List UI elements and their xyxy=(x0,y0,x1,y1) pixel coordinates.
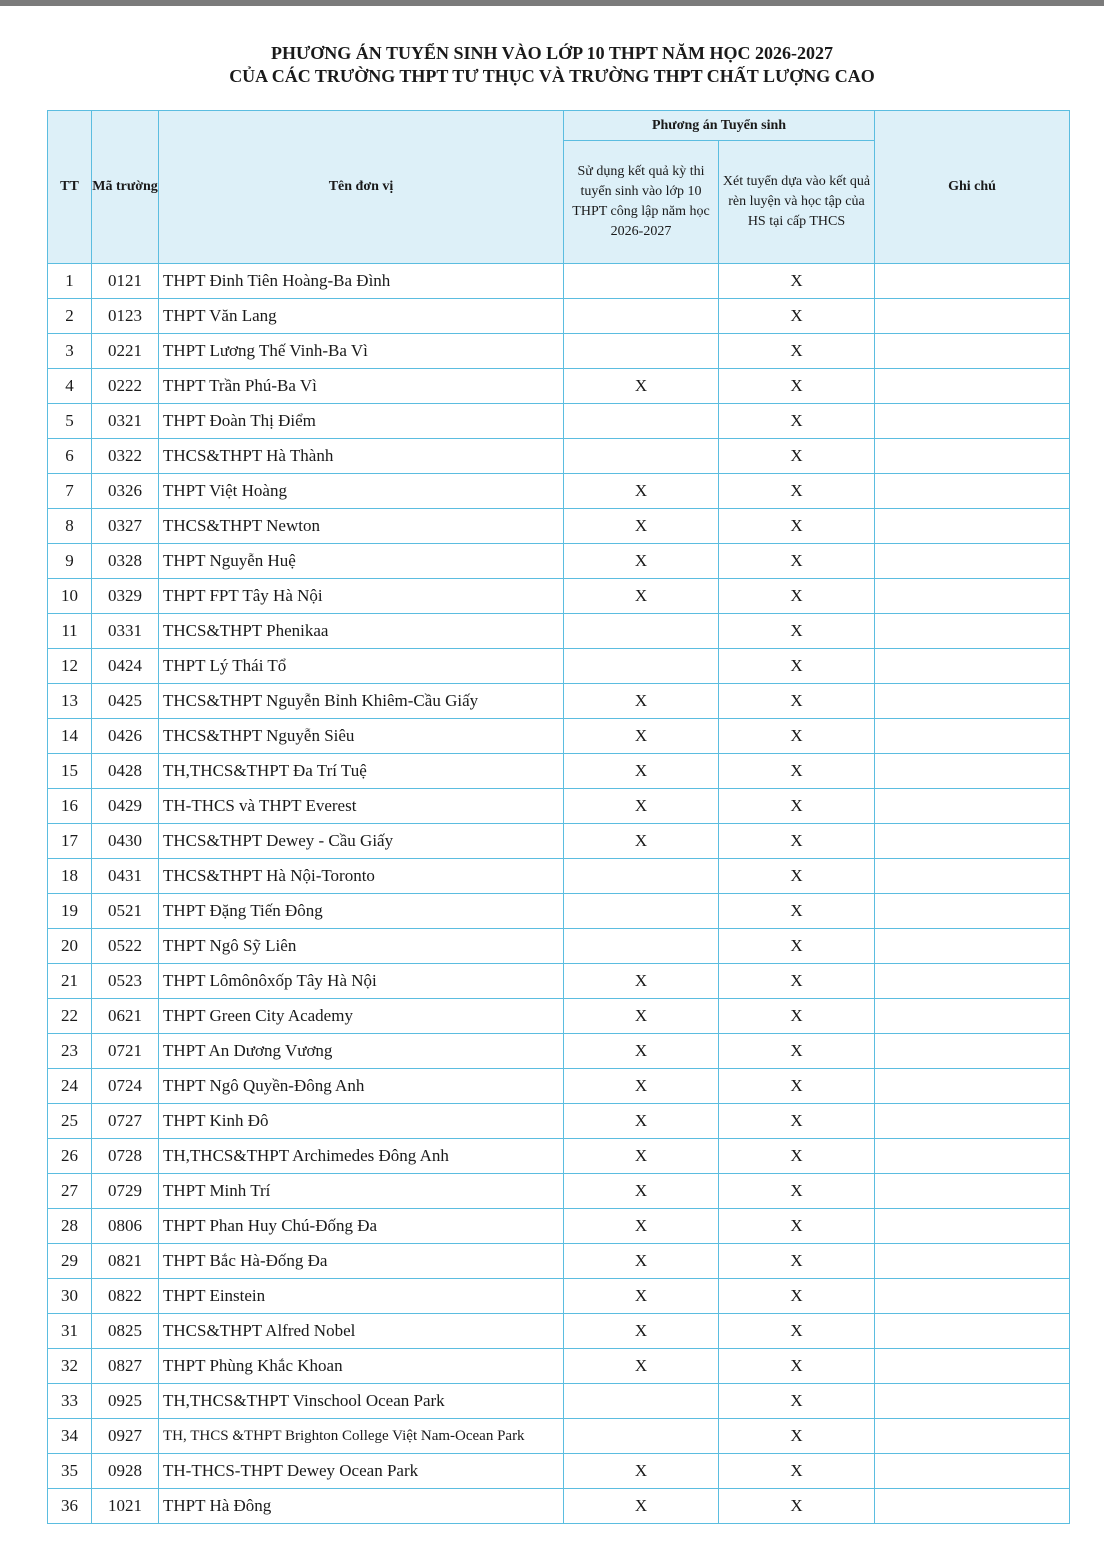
cell-option-exam: X xyxy=(564,1209,719,1244)
cell-tt: 26 xyxy=(48,1139,92,1174)
cell-option-exam: X xyxy=(564,509,719,544)
cell-ten-don-vi: THPT Đinh Tiên Hoàng-Ba Đình xyxy=(159,264,564,299)
cell-option-exam: X xyxy=(564,579,719,614)
cell-ma-truong: 0123 xyxy=(92,299,159,334)
cell-ghi-chu xyxy=(875,439,1070,474)
cell-tt: 8 xyxy=(48,509,92,544)
table-row xyxy=(48,1384,1070,1419)
cell-option-exam xyxy=(564,439,719,474)
cell-ma-truong: 0321 xyxy=(92,404,159,439)
cell-ghi-chu xyxy=(875,1349,1070,1384)
cell-tt: 24 xyxy=(48,1069,92,1104)
cell-ghi-chu xyxy=(875,369,1070,404)
cell-option-review: X xyxy=(719,754,875,789)
table-row xyxy=(48,684,1070,719)
cell-ten-don-vi: THPT Đoàn Thị Điểm xyxy=(159,404,564,439)
cell-option-review: X xyxy=(719,1314,875,1349)
cell-ghi-chu xyxy=(875,649,1070,684)
cell-option-review: X xyxy=(719,264,875,299)
table-row xyxy=(48,964,1070,999)
cell-ten-don-vi: THCS&THPT Nguyễn Siêu xyxy=(159,719,564,754)
cell-ten-don-vi: THPT Einstein xyxy=(159,1279,564,1314)
cell-ghi-chu xyxy=(875,789,1070,824)
cell-option-review: X xyxy=(719,999,875,1034)
cell-tt: 32 xyxy=(48,1349,92,1384)
cell-option-review: X xyxy=(719,404,875,439)
cell-option-review: X xyxy=(719,789,875,824)
cell-option-exam: X xyxy=(564,1244,719,1279)
cell-tt: 30 xyxy=(48,1279,92,1314)
cell-ma-truong: 0821 xyxy=(92,1244,159,1279)
cell-ghi-chu xyxy=(875,754,1070,789)
cell-ma-truong: 0806 xyxy=(92,1209,159,1244)
cell-tt: 22 xyxy=(48,999,92,1034)
cell-tt: 23 xyxy=(48,1034,92,1069)
cell-option-exam xyxy=(564,859,719,894)
cell-ma-truong: 0331 xyxy=(92,614,159,649)
cell-ma-truong: 0426 xyxy=(92,719,159,754)
admission-table xyxy=(47,110,1070,1524)
table-row xyxy=(48,1419,1070,1454)
cell-option-review: X xyxy=(719,1209,875,1244)
header-ghi-chu: Ghi chú xyxy=(875,111,1070,264)
title-line-2: CỦA CÁC TRƯỜNG THPT TƯ THỤC VÀ TRƯỜNG THPT CHẤT LƯỢNG CAO xyxy=(229,66,875,86)
cell-ma-truong: 0429 xyxy=(92,789,159,824)
cell-ma-truong: 0928 xyxy=(92,1454,159,1489)
top-border-bar xyxy=(0,0,1104,6)
cell-option-exam: X xyxy=(564,369,719,404)
cell-tt: 34 xyxy=(48,1419,92,1454)
cell-tt: 1 xyxy=(48,264,92,299)
cell-ma-truong: 0121 xyxy=(92,264,159,299)
cell-ma-truong: 0822 xyxy=(92,1279,159,1314)
header-option-exam: Sử dụng kết quả kỳ thi tuyển sinh vào lớp 10 THPT công lập năm học 2026-2027 xyxy=(564,141,719,264)
cell-option-review: X xyxy=(719,334,875,369)
cell-ghi-chu xyxy=(875,1209,1070,1244)
cell-ghi-chu xyxy=(875,859,1070,894)
cell-option-review: X xyxy=(719,1419,875,1454)
cell-ghi-chu xyxy=(875,579,1070,614)
cell-option-review: X xyxy=(719,1279,875,1314)
table-row xyxy=(48,719,1070,754)
title-line-1: PHƯƠNG ÁN TUYỂN SINH VÀO LỚP 10 THPT NĂM HỌC 2026-2027 xyxy=(270,43,834,63)
table-row xyxy=(48,754,1070,789)
cell-ghi-chu xyxy=(875,1384,1070,1419)
header-option-review: Xét tuyển dựa vào kết quả rèn luyện và học tập của HS tại cấp THCS xyxy=(719,141,875,264)
table-row xyxy=(48,1314,1070,1349)
cell-ghi-chu xyxy=(875,999,1070,1034)
cell-option-exam: X xyxy=(564,1314,719,1349)
table-row xyxy=(48,509,1070,544)
cell-ten-don-vi: THPT Trần Phú-Ba Vì xyxy=(159,369,564,404)
cell-option-exam xyxy=(564,929,719,964)
cell-option-review: X xyxy=(719,439,875,474)
cell-tt: 3 xyxy=(48,334,92,369)
cell-ten-don-vi: THCS&THPT Hà Thành xyxy=(159,439,564,474)
cell-tt: 28 xyxy=(48,1209,92,1244)
table-row xyxy=(48,1174,1070,1209)
cell-ma-truong: 0322 xyxy=(92,439,159,474)
cell-ten-don-vi: TH-THCS và THPT Everest xyxy=(159,789,564,824)
cell-ghi-chu xyxy=(875,824,1070,859)
cell-option-exam xyxy=(564,614,719,649)
cell-tt: 5 xyxy=(48,404,92,439)
cell-option-review: X xyxy=(719,894,875,929)
cell-tt: 6 xyxy=(48,439,92,474)
cell-option-exam: X xyxy=(564,544,719,579)
cell-tt: 7 xyxy=(48,474,92,509)
cell-ghi-chu xyxy=(875,264,1070,299)
cell-tt: 33 xyxy=(48,1384,92,1419)
cell-ma-truong: 0521 xyxy=(92,894,159,929)
cell-ghi-chu xyxy=(875,614,1070,649)
cell-ghi-chu xyxy=(875,1279,1070,1314)
cell-option-exam: X xyxy=(564,474,719,509)
cell-ma-truong: 0329 xyxy=(92,579,159,614)
cell-ma-truong: 0727 xyxy=(92,1104,159,1139)
cell-option-exam: X xyxy=(564,1454,719,1489)
table-row xyxy=(48,1454,1070,1489)
table-row xyxy=(48,334,1070,369)
cell-tt: 20 xyxy=(48,929,92,964)
cell-ma-truong: 0825 xyxy=(92,1314,159,1349)
cell-option-exam: X xyxy=(564,1069,719,1104)
cell-option-review: X xyxy=(719,1069,875,1104)
cell-option-exam: X xyxy=(564,1104,719,1139)
cell-ma-truong: 0729 xyxy=(92,1174,159,1209)
cell-option-review: X xyxy=(719,649,875,684)
table-row xyxy=(48,999,1070,1034)
table-row xyxy=(48,1279,1070,1314)
cell-ten-don-vi: THPT FPT Tây Hà Nội xyxy=(159,579,564,614)
cell-option-review: X xyxy=(719,1244,875,1279)
cell-tt: 4 xyxy=(48,369,92,404)
cell-tt: 25 xyxy=(48,1104,92,1139)
cell-option-exam: X xyxy=(564,789,719,824)
cell-tt: 2 xyxy=(48,299,92,334)
cell-option-exam xyxy=(564,1384,719,1419)
cell-option-review: X xyxy=(719,579,875,614)
cell-option-exam: X xyxy=(564,684,719,719)
cell-option-exam: X xyxy=(564,754,719,789)
cell-ten-don-vi: TH,THCS&THPT Archimedes Đông Anh xyxy=(159,1139,564,1174)
cell-ma-truong: 0927 xyxy=(92,1419,159,1454)
table-row xyxy=(48,1069,1070,1104)
cell-option-exam: X xyxy=(564,1489,719,1524)
cell-tt: 31 xyxy=(48,1314,92,1349)
cell-ma-truong: 0721 xyxy=(92,1034,159,1069)
cell-option-exam xyxy=(564,1419,719,1454)
cell-ten-don-vi: THPT Ngô Sỹ Liên xyxy=(159,929,564,964)
cell-ten-don-vi: THCS&THPT Phenikaa xyxy=(159,614,564,649)
cell-ghi-chu xyxy=(875,684,1070,719)
cell-ghi-chu xyxy=(875,1489,1070,1524)
cell-tt: 27 xyxy=(48,1174,92,1209)
table-row xyxy=(48,859,1070,894)
cell-option-exam: X xyxy=(564,824,719,859)
cell-option-review: X xyxy=(719,1139,875,1174)
table-row xyxy=(48,1489,1070,1524)
cell-ghi-chu xyxy=(875,404,1070,439)
cell-ghi-chu xyxy=(875,964,1070,999)
cell-ma-truong: 0523 xyxy=(92,964,159,999)
cell-option-review: X xyxy=(719,509,875,544)
cell-ten-don-vi: THPT Hà Đông xyxy=(159,1489,564,1524)
cell-ten-don-vi: THPT Lý Thái Tổ xyxy=(159,649,564,684)
cell-ten-don-vi: THPT Phan Huy Chú-Đống Đa xyxy=(159,1209,564,1244)
table-body xyxy=(48,264,1070,1524)
cell-ten-don-vi: THCS&THPT Hà Nội-Toronto xyxy=(159,859,564,894)
cell-ten-don-vi: THCS&THPT Nguyễn Bỉnh Khiêm-Cầu Giấy xyxy=(159,684,564,719)
cell-tt: 12 xyxy=(48,649,92,684)
cell-ma-truong: 0326 xyxy=(92,474,159,509)
cell-option-exam xyxy=(564,299,719,334)
cell-ten-don-vi: THPT Đặng Tiến Đông xyxy=(159,894,564,929)
cell-ten-don-vi: TH, THCS &THPT Brighton College Việt Nam-Ocean Park xyxy=(159,1419,564,1454)
cell-option-review: X xyxy=(719,824,875,859)
cell-tt: 36 xyxy=(48,1489,92,1524)
table-row xyxy=(48,929,1070,964)
header-ten-don-vi: Tên đơn vị xyxy=(159,111,564,264)
cell-option-exam xyxy=(564,334,719,369)
cell-ten-don-vi: THPT Bắc Hà-Đống Đa xyxy=(159,1244,564,1279)
cell-ghi-chu xyxy=(875,719,1070,754)
cell-option-review: X xyxy=(719,1104,875,1139)
cell-option-review: X xyxy=(719,544,875,579)
table-header xyxy=(48,111,1070,264)
cell-ghi-chu xyxy=(875,894,1070,929)
cell-option-exam xyxy=(564,404,719,439)
cell-ma-truong: 0222 xyxy=(92,369,159,404)
cell-option-review: X xyxy=(719,1174,875,1209)
table-row xyxy=(48,369,1070,404)
cell-tt: 15 xyxy=(48,754,92,789)
cell-tt: 35 xyxy=(48,1454,92,1489)
cell-ma-truong: 0327 xyxy=(92,509,159,544)
cell-ma-truong: 0430 xyxy=(92,824,159,859)
cell-tt: 13 xyxy=(48,684,92,719)
cell-option-review: X xyxy=(719,1034,875,1069)
cell-option-exam: X xyxy=(564,1279,719,1314)
table-row xyxy=(48,439,1070,474)
cell-ghi-chu xyxy=(875,1454,1070,1489)
document-title xyxy=(0,42,1104,88)
cell-ten-don-vi: THPT Ngô Quyền-Đông Anh xyxy=(159,1069,564,1104)
cell-option-review: X xyxy=(719,1489,875,1524)
cell-ten-don-vi: THPT Lômônôxốp Tây Hà Nội xyxy=(159,964,564,999)
table-row xyxy=(48,1104,1070,1139)
cell-option-review: X xyxy=(719,474,875,509)
table-row xyxy=(48,1034,1070,1069)
cell-ma-truong: 0431 xyxy=(92,859,159,894)
cell-ghi-chu xyxy=(875,334,1070,369)
cell-ten-don-vi: THPT An Dương Vương xyxy=(159,1034,564,1069)
cell-ghi-chu xyxy=(875,544,1070,579)
cell-option-review: X xyxy=(719,369,875,404)
cell-ten-don-vi: THPT Minh Trí xyxy=(159,1174,564,1209)
table-row xyxy=(48,1349,1070,1384)
cell-ghi-chu xyxy=(875,1104,1070,1139)
cell-tt: 10 xyxy=(48,579,92,614)
cell-option-review: X xyxy=(719,1384,875,1419)
cell-ten-don-vi: THPT Nguyễn Huệ xyxy=(159,544,564,579)
header-tt: TT xyxy=(48,111,92,264)
table-row xyxy=(48,649,1070,684)
cell-ten-don-vi: THPT Phùng Khắc Khoan xyxy=(159,1349,564,1384)
cell-ten-don-vi: TH,THCS&THPT Đa Trí Tuệ xyxy=(159,754,564,789)
cell-option-exam: X xyxy=(564,1349,719,1384)
cell-option-review: X xyxy=(719,614,875,649)
cell-ten-don-vi: THPT Văn Lang xyxy=(159,299,564,334)
cell-ma-truong: 0522 xyxy=(92,929,159,964)
cell-ten-don-vi: THPT Việt Hoàng xyxy=(159,474,564,509)
cell-ghi-chu xyxy=(875,299,1070,334)
cell-option-exam: X xyxy=(564,999,719,1034)
table-row xyxy=(48,1244,1070,1279)
table-row xyxy=(48,404,1070,439)
cell-ten-don-vi: THPT Green City Academy xyxy=(159,999,564,1034)
table-row xyxy=(48,544,1070,579)
cell-ghi-chu xyxy=(875,1034,1070,1069)
table-row xyxy=(48,894,1070,929)
cell-ma-truong: 0827 xyxy=(92,1349,159,1384)
cell-option-exam: X xyxy=(564,1139,719,1174)
cell-ma-truong: 0328 xyxy=(92,544,159,579)
cell-ghi-chu xyxy=(875,1069,1070,1104)
cell-ten-don-vi: THPT Lương Thế Vinh-Ba Vì xyxy=(159,334,564,369)
cell-ten-don-vi: THPT Kinh Đô xyxy=(159,1104,564,1139)
cell-ma-truong: 0621 xyxy=(92,999,159,1034)
cell-option-review: X xyxy=(719,859,875,894)
cell-ghi-chu xyxy=(875,1174,1070,1209)
cell-tt: 9 xyxy=(48,544,92,579)
cell-option-review: X xyxy=(719,299,875,334)
cell-tt: 19 xyxy=(48,894,92,929)
cell-option-exam: X xyxy=(564,1034,719,1069)
table-row xyxy=(48,299,1070,334)
cell-option-review: X xyxy=(719,719,875,754)
cell-option-exam: X xyxy=(564,964,719,999)
cell-ma-truong: 0424 xyxy=(92,649,159,684)
cell-option-exam xyxy=(564,264,719,299)
cell-ghi-chu xyxy=(875,1314,1070,1349)
cell-tt: 16 xyxy=(48,789,92,824)
cell-ma-truong: 0724 xyxy=(92,1069,159,1104)
cell-ten-don-vi: THCS&THPT Newton xyxy=(159,509,564,544)
cell-tt: 14 xyxy=(48,719,92,754)
cell-ten-don-vi: TH-THCS-THPT Dewey Ocean Park xyxy=(159,1454,564,1489)
table-row xyxy=(48,474,1070,509)
cell-ghi-chu xyxy=(875,509,1070,544)
cell-option-exam xyxy=(564,894,719,929)
cell-ghi-chu xyxy=(875,1139,1070,1174)
cell-ghi-chu xyxy=(875,1419,1070,1454)
cell-ten-don-vi: THCS&THPT Alfred Nobel xyxy=(159,1314,564,1349)
cell-tt: 18 xyxy=(48,859,92,894)
cell-ten-don-vi: THCS&THPT Dewey - Cầu Giấy xyxy=(159,824,564,859)
table-row xyxy=(48,264,1070,299)
cell-tt: 11 xyxy=(48,614,92,649)
cell-ma-truong: 0425 xyxy=(92,684,159,719)
table-row xyxy=(48,789,1070,824)
cell-option-review: X xyxy=(719,929,875,964)
cell-ma-truong: 0728 xyxy=(92,1139,159,1174)
cell-option-review: X xyxy=(719,1454,875,1489)
table-row xyxy=(48,824,1070,859)
cell-ghi-chu xyxy=(875,929,1070,964)
cell-ma-truong: 0221 xyxy=(92,334,159,369)
cell-tt: 21 xyxy=(48,964,92,999)
cell-ma-truong: 0428 xyxy=(92,754,159,789)
cell-option-review: X xyxy=(719,1349,875,1384)
cell-option-exam: X xyxy=(564,1174,719,1209)
cell-option-exam xyxy=(564,649,719,684)
cell-option-exam: X xyxy=(564,719,719,754)
table-row xyxy=(48,579,1070,614)
table-row xyxy=(48,1209,1070,1244)
cell-ghi-chu xyxy=(875,474,1070,509)
cell-ghi-chu xyxy=(875,1244,1070,1279)
cell-option-review: X xyxy=(719,684,875,719)
header-ma-truong: Mã trường xyxy=(92,111,159,264)
cell-ma-truong: 1021 xyxy=(92,1489,159,1524)
cell-ma-truong: 0925 xyxy=(92,1384,159,1419)
header-phuong-an: Phương án Tuyển sinh xyxy=(564,111,875,141)
cell-tt: 17 xyxy=(48,824,92,859)
table-row xyxy=(48,1139,1070,1174)
table-row xyxy=(48,614,1070,649)
cell-tt: 29 xyxy=(48,1244,92,1279)
cell-ten-don-vi: TH,THCS&THPT Vinschool Ocean Park xyxy=(159,1384,564,1419)
cell-option-review: X xyxy=(719,964,875,999)
